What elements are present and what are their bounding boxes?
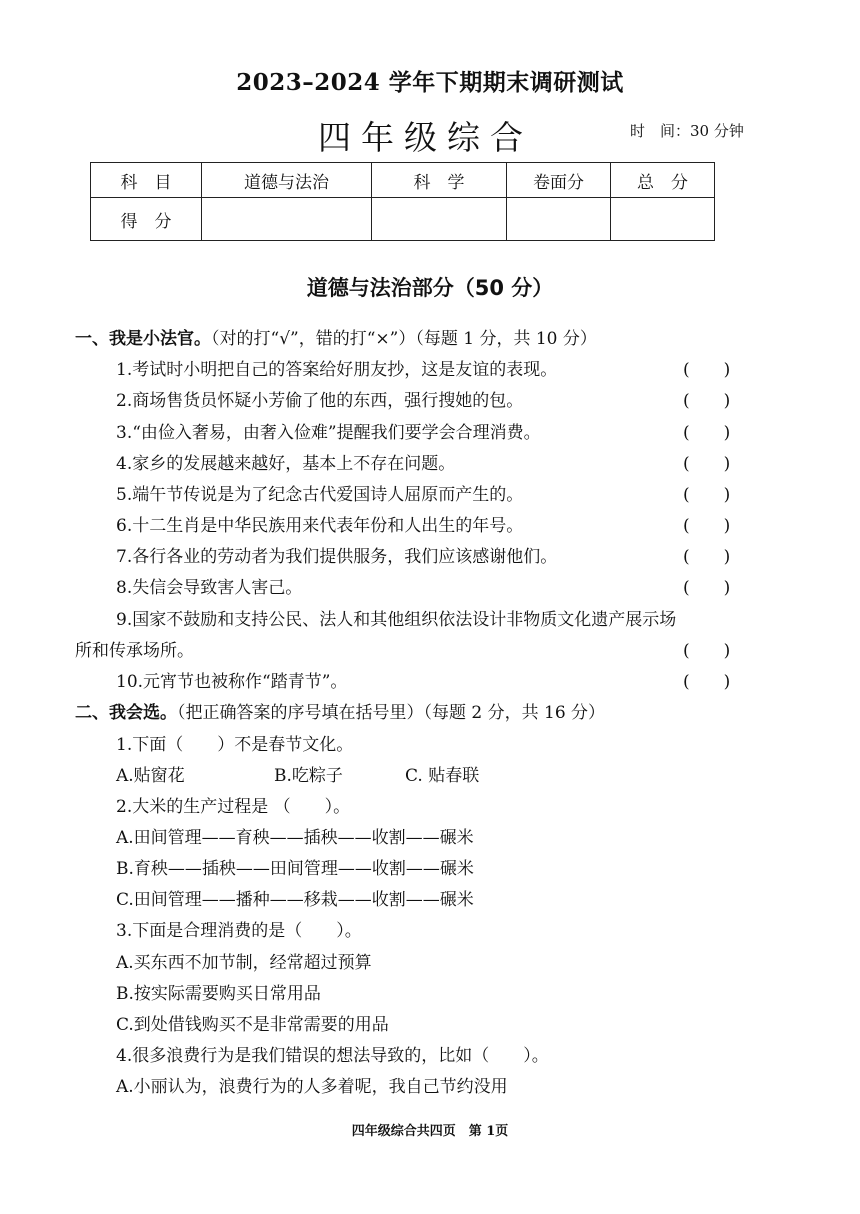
answer-bracket-3[interactable]: ( ) [683, 423, 731, 443]
score-cell-total[interactable] [611, 198, 715, 241]
part1-item-6: 6.十二生肖是中华民族用来代表年份和人出生的年号。 [116, 516, 524, 536]
header-science: 科 学 [372, 163, 507, 198]
score-table-score-row [91, 198, 715, 241]
header-morality-law: 道德与法治 [202, 163, 372, 198]
part1-item-9-continued: 所和传承场所。 [75, 641, 194, 661]
part1-item-2: 2.商场售货员怀疑小芳偷了他的东西，强行搜她的包。 [116, 391, 524, 411]
answer-bracket-4[interactable]: ( ) [683, 454, 731, 474]
answer-bracket-8[interactable]: ( ) [683, 578, 731, 598]
answer-bracket-6[interactable]: ( ) [683, 516, 731, 536]
page-footer: 四年级综合共四页 第 1页 [351, 1124, 509, 1139]
header-subject: 科 目 [91, 163, 202, 198]
score-cell-science[interactable] [372, 198, 507, 241]
q3-option-c: C.到处借钱购买不是非常需要的用品 [116, 1015, 389, 1035]
answer-bracket-2[interactable]: ( ) [683, 391, 731, 411]
part1-item-4: 4.家乡的发展越来越好，基本上不存在问题。 [116, 454, 456, 474]
part1-item-5: 5.端午节传说是为了纪念古代爱国诗人屈原而产生的。 [116, 485, 524, 505]
score-table [90, 162, 715, 241]
part2-heading-label: 二、我会选。 [75, 703, 177, 723]
exam-subtitle: 四年级综合 [318, 118, 533, 157]
answer-bracket-5[interactable]: ( ) [683, 485, 731, 505]
q3-option-b: B.按实际需要购买日常用品 [116, 984, 321, 1004]
q1-option-a: A.贴窗花 [116, 766, 185, 786]
exam-time: 时 间：30 分钟 [630, 122, 744, 140]
score-cell-neatness[interactable] [507, 198, 611, 241]
answer-bracket-10[interactable]: ( ) [683, 672, 731, 692]
q3-option-a: A.买东西不加节制，经常超过预算 [116, 953, 372, 973]
score-cell-morality-law[interactable] [202, 198, 372, 241]
part1-heading [75, 324, 597, 349]
q1-option-c: C. 贴春联 [405, 766, 480, 786]
part1-item-9: 9.国家不鼓励和支持公民、法人和其他组织依法设计非物质文化遗产展示场 [116, 610, 677, 630]
section-title: 道德与法治部分（50 分） [306, 276, 554, 300]
answer-bracket-7[interactable]: ( ) [683, 547, 731, 567]
q4-option-a: A.小丽认为，浪费行为的人多着呢，我自己节约没用 [116, 1077, 508, 1097]
part1-item-1: 1.考试时小明把自己的答案给好朋友抄，这是友谊的表现。 [116, 360, 558, 380]
part2-heading [75, 698, 605, 723]
answer-bracket-1[interactable]: ( ) [683, 360, 731, 380]
part1-item-3: 3.“由俭入奢易，由奢入俭难”提醒我们要学会合理消费。 [116, 423, 541, 443]
header-neatness: 卷面分 [507, 163, 611, 198]
part1-heading-instructions: （对的打“√”，错的打“×”）（每题 1 分，共 10 分） [211, 329, 597, 349]
exam-title: 2023–2024 学年下期期末调研测试 [236, 69, 624, 96]
part1-item-10: 10.元宵节也被称作“踏青节”。 [116, 672, 348, 692]
score-table-header-row [91, 163, 715, 198]
q2-option-b: B.育秧——插秧——田间管理——收割——碾米 [116, 859, 474, 879]
part2-question-2: 2.大米的生产过程是 （ ）。 [116, 797, 351, 817]
q1-option-b: B.吃粽子 [274, 766, 343, 786]
header-total: 总 分 [611, 163, 715, 198]
part1-heading-label: 一、我是小法官。 [75, 329, 211, 349]
row-label-score: 得 分 [91, 198, 202, 241]
q2-option-a: A.田间管理——育秧——插秧——收割——碾米 [116, 828, 474, 848]
q2-option-c: C.田间管理——播种——移栽——收割——碾米 [116, 890, 474, 910]
part2-heading-instructions: （把正确答案的序号填在括号里）（每题 2 分，共 16 分） [177, 703, 606, 723]
answer-bracket-9[interactable]: ( ) [683, 641, 731, 661]
part2-question-3: 3.下面是合理消费的是（ ）。 [116, 921, 362, 941]
part2-question-1: 1.下面（ ）不是春节文化。 [116, 735, 354, 755]
part2-question-4: 4.很多浪费行为是我们错误的想法导致的，比如（ ）。 [116, 1046, 549, 1066]
part1-item-8: 8.失信会导致害人害己。 [116, 578, 303, 598]
part1-item-7: 7.各行各业的劳动者为我们提供服务，我们应该感谢他们。 [116, 547, 558, 567]
